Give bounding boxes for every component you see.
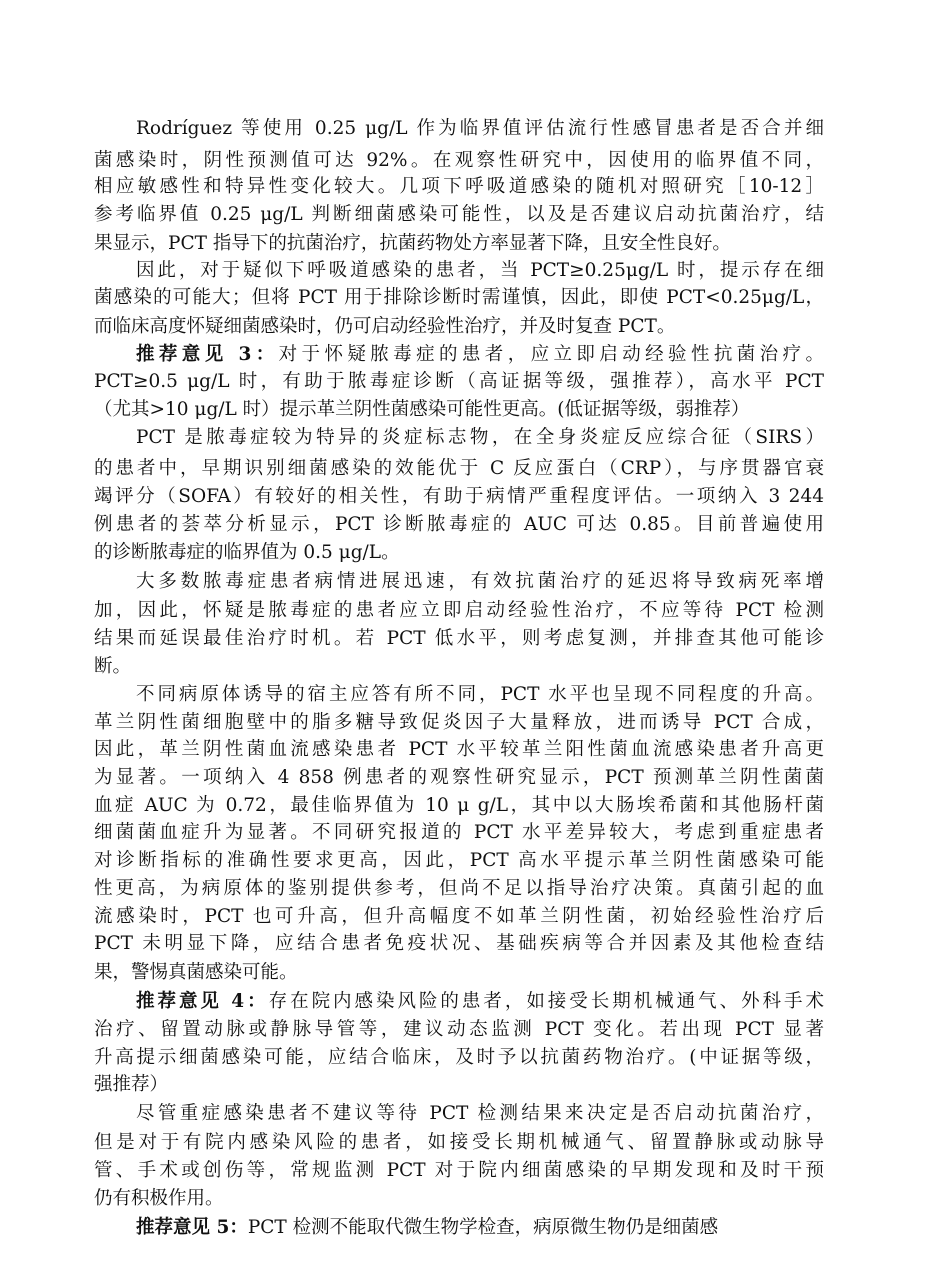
recommendation-5-text: PCT 检测不能取代微生物学检查，病原微生物仍是细菌感 [247,1217,719,1238]
paragraph-5-line-4: 断。 [94,656,132,677]
paragraph-8-line-3: 管、手术或创伤等，常规监测 PCT 对于院内细菌感染的早期发现和及时干预 [94,1160,824,1181]
paragraph-5-line-3: 结果而延误最佳治疗时机。若 PCT 低水平，则考虑复测，并排查其他可能诊 [94,628,824,649]
paragraph-2-line-3: 而临床高度怀疑细菌感染时，仍可启动经验性治疗，并及时复查 PCT。 [94,316,676,337]
recommendation-3-line-2: PCT≥0.5 μg/L 时，有助于脓毒症诊断（高证据等级，强推荐），高水平 PCT [94,371,824,392]
recommendation-4-line-1 [136,989,824,1015]
paragraph-8-line-2: 但是对于有院内感染风险的患者，如接受长期机械通气、留置静脉或动脉导 [94,1132,824,1153]
paragraph-5-line-1: 大多数脓毒症患者病情进展迅速，有效抗菌治疗的延迟将导致病死率增 [136,571,824,592]
recommendation-4-line-2: 治疗、留置动脉或静脉导管等，建议动态监测 PCT 变化。若出现 PCT 显著 [94,1019,824,1040]
paragraph-1-line-1: Rodríguez 等使用 0.25 μg/L 作为临界值评估流行性感冒患者是否合并细 [136,118,824,139]
paragraph-6-line-1: 不同病原体诱导的宿主应答有所不同，PCT 水平也呈现不同程度的升高。 [136,684,824,705]
recommendation-3-label: 推荐意见 3： [136,344,279,365]
paragraph-4-line-2: 的患者中，早期识别细菌感染的效能优于 C 反应蛋白（CRP），与序贯器官衰 [94,458,824,479]
paragraph-6-line-8: 性更高，为病原体的鉴别提供参考，但尚不足以指导治疗决策。真菌引起的血 [94,878,824,899]
recommendation-4-line-3: 升高提示细菌感染可能，应结合临床，及时予以抗菌药物治疗。(中证据等级， [94,1047,824,1068]
paragraph-6-line-6: 细菌菌血症升为显著。不同研究报道的 PCT 水平差异较大，考虑到重症患者 [94,822,824,843]
paragraph-6-line-10: PCT 未明显下降，应结合患者免疫状况、基础疾病等合并因素及其他检查结 [94,933,824,954]
paragraph-6-line-4: 为显著。一项纳入 4 858 例患者的观察性研究显示，PCT 预测革兰阴性菌菌 [94,767,824,788]
recommendation-4-line-4: 强推荐） [94,1074,169,1095]
recommendation-4-label: 推荐意见 4： [136,991,269,1012]
recommendation-4-text: 存在院内感染风险的患者，如接受长期机械通气、外科手术 [268,991,824,1012]
recommendation-5-line-1 [136,1215,824,1241]
paragraph-4-line-3: 竭评分（SOFA）有较好的相关性，有助于病情严重程度评估。一项纳入 3 244 [94,486,824,507]
paragraph-8-line-1: 尽管重症感染患者不建议等待 PCT 检测结果来决定是否启动抗菌治疗， [136,1103,824,1124]
paragraph-1-line-3: 相应敏感性和特异性变化较大。几项下呼吸道感染的随机对照研究［10‑12］ [94,176,824,197]
paragraph-8-line-4: 仍有积极作用。 [94,1188,224,1209]
recommendation-3-line-3: （尤其>10 μg/L 时）提示革兰阴性菌感染可能性更高。(低证据等级，弱推荐） [94,399,750,420]
paragraph-4-line-4: 例患者的荟萃分析显示，PCT 诊断脓毒症的 AUC 可达 0.85。目前普遍使用 [94,514,824,535]
paragraph-1-line-2: 菌感染时，阴性预测值可达 92%。在观察性研究中，因使用的临界值不同， [94,150,824,171]
paragraph-2-line-1: 因此，对于疑似下呼吸道感染的患者，当 PCT≥0.25μg/L 时，提示存在细 [136,260,824,281]
recommendation-3-line-1 [136,342,824,368]
paragraph-6-line-9: 流感染时，PCT 也可升高，但升高幅度不如革兰阴性菌，初始经验性治疗后 [94,906,824,927]
paragraph-4-line-1: PCT 是脓毒症较为特异的炎症标志物，在全身炎症反应综合征（SIRS） [136,427,824,448]
paragraph-6-line-2: 革兰阴性菌细胞壁中的脂多糖导致促炎因子大量释放，进而诱导 PCT 合成， [94,712,824,733]
paragraph-1-line-5: 果显示，PCT 指导下的抗菌治疗，抗菌药物处方率显著下降，且安全性良好。 [94,233,731,254]
paragraph-2-line-2: 菌感染的可能大；但将 PCT 用于排除诊断时需谨慎，因此，即使 PCT<0.25μg/L， [94,287,824,308]
recommendation-5-label: 推荐意见 5： [136,1217,248,1238]
paragraph-6-line-5: 血症 AUC 为 0.72，最佳临界值为 10 μ g/L，其中以大肠埃希菌和其他肠杆菌 [94,795,824,816]
paragraph-5-line-2: 加，因此，怀疑是脓毒症的患者应立即启动经验性治疗，不应等待 PCT 检测 [94,600,824,621]
paragraph-6-line-3: 因此，革兰阴性菌血流感染患者 PCT 水平较革兰阳性菌血流感染患者升高更 [94,739,824,760]
paragraph-1-line-4: 参考临界值 0.25 μg/L 判断细菌感染可能性，以及是否建议启动抗菌治疗，结 [94,204,824,225]
paragraph-6-line-7: 对诊断指标的准确性要求更高，因此，PCT 高水平提示革兰阴性菌感染可能 [94,850,824,871]
paragraph-4-line-5: 的诊断脓毒症的临界值为 0.5 μg/L。 [94,542,400,563]
recommendation-3-text: 对于怀疑脓毒症的患者，应立即启动经验性抗菌治疗。 [278,344,824,365]
paragraph-6-line-11: 果，警惕真菌感染可能。 [94,962,298,983]
